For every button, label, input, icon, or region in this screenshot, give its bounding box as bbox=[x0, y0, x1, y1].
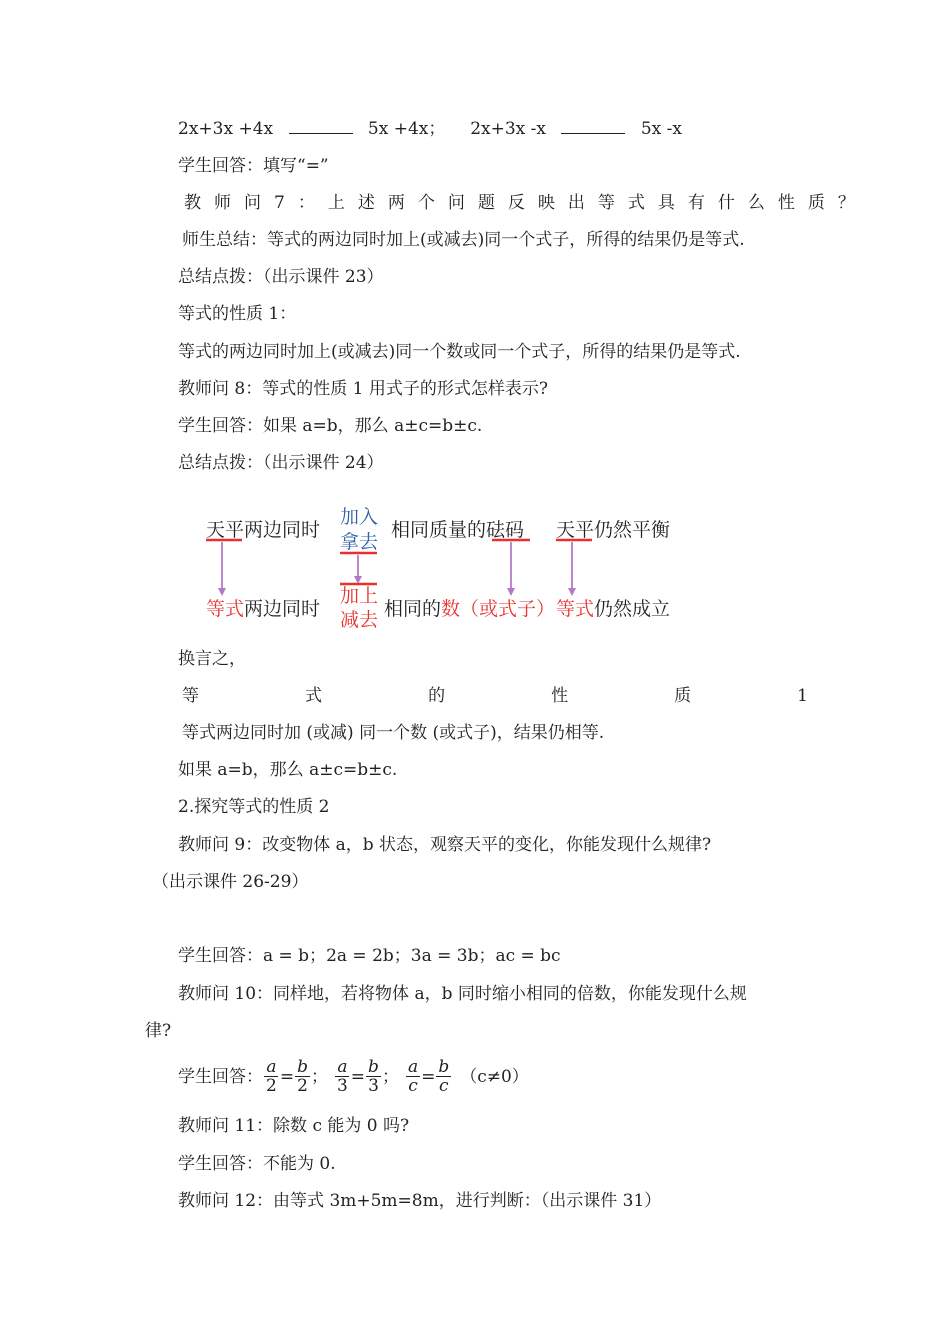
student-answer-10: 学生回答： $\frac{a}{2}$ = $\frac{b}{2}$ ； $\frac{a}{3}$ = $\frac{b}{3}$ ； $\frac{a}{c}$ = $\frac{b}{c}$ （c≠0） bbox=[178, 1057, 529, 1096]
answer-label: 学生回答： bbox=[178, 1066, 263, 1087]
diag-top-balance: 天平两边同时 bbox=[206, 519, 321, 541]
teacher-question-8: 教师问 8：等式的性质 1 用式子的形式怎样表示? bbox=[178, 379, 548, 399]
q7-char: 性 bbox=[777, 193, 795, 213]
diag-arrow-1 bbox=[218, 588, 226, 596]
teacher-question-10-cont: 律? bbox=[145, 1021, 172, 1041]
teacher-question-10: 教师问 10：同样地，若将物体 a，b 同时缩小相同的倍数，你能发现什么规 bbox=[178, 984, 747, 1004]
property-1-text: 等式的两边同时加上(或减去)同一个数或同一个式子，所得的结果仍是等式. bbox=[178, 342, 741, 362]
q7-char: 等 bbox=[597, 193, 615, 213]
diag-add: 加入 bbox=[340, 506, 379, 528]
diag-plus: 加上 bbox=[340, 585, 379, 607]
diag-still-holds: 等式仍然成立 bbox=[556, 598, 671, 620]
fraction-a-c: $\frac{a}{c}$ bbox=[407, 1057, 419, 1096]
q7-char: 7 bbox=[274, 193, 285, 213]
q7-char: 么 bbox=[747, 193, 765, 213]
summary-1: 师生总结：等式的两边同时加上(或减去)同一个式子，所得的结果仍是等式. bbox=[182, 230, 745, 250]
summary-tip-23: 总结点拨：（出示课件 23） bbox=[178, 267, 384, 287]
expr-right-2: 5x -x bbox=[640, 119, 682, 139]
diag-still-balanced: 天平仍然平衡 bbox=[556, 519, 671, 541]
expr-right-1: 5x +4x； bbox=[367, 119, 446, 139]
title-char: 1 bbox=[797, 686, 808, 706]
q7-char: ？ bbox=[837, 193, 855, 213]
diag-arrow-3 bbox=[507, 588, 515, 596]
diag-same-mass: 相同质量的砝码 bbox=[391, 519, 525, 541]
fraction-b-c: $\frac{b}{c}$ bbox=[438, 1057, 450, 1096]
section-explore-property-2: 2.探究等式的性质 2 bbox=[178, 797, 330, 817]
title-char: 等 bbox=[182, 686, 199, 706]
diag-same-number: 相同的数（或式子） bbox=[384, 598, 556, 620]
title-char: 式 bbox=[305, 686, 323, 706]
summary-tip-24: 总结点拨：（出示课件 24） bbox=[178, 453, 384, 473]
q7-char: 个 bbox=[417, 193, 435, 213]
fraction-a-2: $\frac{a}{2}$ bbox=[266, 1057, 277, 1096]
q7-char: 有 bbox=[687, 193, 705, 213]
expr-left-2: 2x+3x -x bbox=[470, 119, 546, 139]
title-char: 性 bbox=[551, 686, 569, 706]
in-other-words: 换言之， bbox=[178, 649, 246, 669]
courseware-26-29: （出示课件 26-29） bbox=[152, 872, 309, 892]
q7-char: 问 bbox=[447, 193, 465, 213]
title-char: 的 bbox=[428, 686, 446, 706]
teacher-question-12: 教师问 12：由等式 3m+5m=8m，进行判断：（出示课件 31） bbox=[178, 1191, 662, 1211]
q7-char: 师 bbox=[214, 193, 231, 213]
fraction-b-3: $\frac{b}{3}$ bbox=[368, 1057, 379, 1096]
student-answer-9: 学生回答：a = b；2a = 2b；3a = 3b；ac = bc bbox=[178, 946, 561, 966]
property-1-heading: 等式的性质 1： bbox=[178, 304, 297, 324]
property-1-spaced-title bbox=[182, 685, 808, 707]
q7-char: 出 bbox=[567, 193, 585, 213]
diag-bottom-equation: 等式两边同时 bbox=[206, 598, 321, 620]
diag-minus: 减去 bbox=[340, 609, 379, 631]
q7-char: 述 bbox=[357, 193, 375, 213]
diag-remove: 拿去 bbox=[340, 531, 379, 553]
q7-char: 反 bbox=[507, 193, 525, 213]
fraction-b-2: $\frac{b}{2}$ bbox=[297, 1057, 308, 1096]
property-1-formula: 如果 a=b，那么 a±c=b±c. bbox=[178, 760, 398, 780]
student-answer-11: 学生回答：不能为 0. bbox=[178, 1154, 336, 1174]
q7-char: 具 bbox=[657, 193, 675, 213]
student-answer-8: 学生回答：如果 a=b，那么 a±c=b±c. bbox=[178, 416, 483, 436]
q7-char: 两 bbox=[387, 193, 405, 213]
fraction-a-3: $\frac{a}{3}$ bbox=[336, 1057, 348, 1096]
q7-char: ： bbox=[297, 193, 315, 213]
diag-arrow-4 bbox=[568, 588, 576, 596]
student-answer-1: 学生回答：填写“=” bbox=[178, 156, 329, 176]
q7-char: 上 bbox=[327, 193, 345, 213]
q7-char: 映 bbox=[537, 193, 555, 213]
title-char: 质 bbox=[674, 686, 692, 706]
teacher-question-11: 教师问 11：除数 c 能为 0 吗? bbox=[178, 1116, 410, 1136]
expr-left-1: 2x+3x +4x bbox=[178, 119, 274, 139]
q7-char: 题 bbox=[477, 193, 495, 213]
q7-char: 什 bbox=[717, 193, 735, 213]
condition-c-nonzero: （c≠0） bbox=[460, 1066, 529, 1087]
q7-char: 问 bbox=[244, 193, 261, 213]
q7-char: 质 bbox=[807, 193, 825, 213]
property-1-restated: 等式两边同时加 (或减) 同一个数 (或式子)，结果仍相等. bbox=[182, 723, 605, 743]
q7-char: 式 bbox=[627, 193, 645, 213]
q7-char: 教 bbox=[184, 193, 201, 213]
teacher-question-9: 教师问 9：改变物体 a，b 状态，观察天平的变化，你能发现什么规律? bbox=[178, 835, 712, 855]
